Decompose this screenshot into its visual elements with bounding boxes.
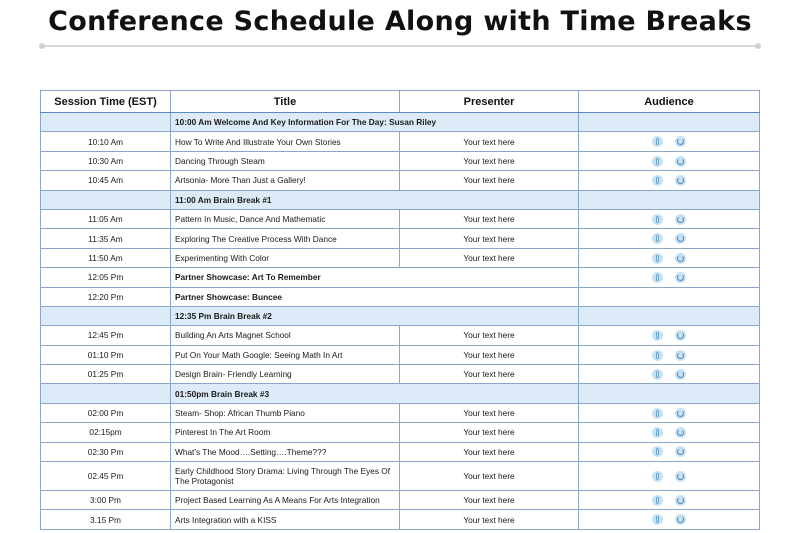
audience-cell [579,491,760,510]
table-row [41,403,760,422]
audience-cell [579,384,760,403]
audience-cell [579,326,760,345]
session-title-cell: Partner Showcase: Art To Remember [171,268,579,287]
table-row [41,268,760,287]
schedule-table [40,90,760,530]
session-time-cell [41,306,171,325]
table-row [41,365,760,384]
presenter-cell: Your text here [400,229,579,248]
paintbrush-icon [652,369,663,380]
palette-icon [675,253,686,264]
paintbrush-icon [652,514,663,525]
presenter-cell: Your text here [400,491,579,510]
session-time-cell: 11:35 Am [41,229,171,248]
session-title-cell: Early Childhood Story Drama: Living Through The Eyes Of The Protagonist [171,462,400,491]
presenter-cell: Your text here [400,132,579,151]
palette-icon [675,350,686,361]
session-time-cell: 10:30 Am [41,151,171,170]
audience-cell [579,248,760,267]
palette-icon [675,214,686,225]
table-row [41,462,760,491]
palette-icon [675,136,686,147]
presenter-cell: Your text here [400,326,579,345]
presenter-cell: Your text here [400,442,579,461]
session-title-cell: 10:00 Am Welcome And Key Information For The Day: Susan Riley [171,113,579,132]
session-time-cell: 01:25 Pm [41,365,171,384]
paintbrush-icon [652,156,663,167]
audience-cell [579,462,760,491]
session-title-cell: Dancing Through Steam [171,151,400,170]
audience-cell [579,365,760,384]
session-time-cell: 11:05 Am [41,209,171,228]
session-title-cell: 01:50pm Brain Break #3 [171,384,579,403]
palette-icon [675,446,686,457]
audience-cell [579,268,760,287]
session-title-cell: How To Write And Illustrate Your Own Stories [171,132,400,151]
paintbrush-icon [652,495,663,506]
session-title-cell: Pattern In Music, Dance And Mathematic [171,209,400,228]
presenter-cell: Your text here [400,151,579,170]
table-row [41,209,760,228]
table-row [41,229,760,248]
session-time-cell [41,190,171,209]
paintbrush-icon [652,253,663,264]
page-title: Conference Schedule Along with Time Breaks [48,6,752,37]
table-row [41,326,760,345]
palette-icon [675,272,686,283]
paintbrush-icon [652,427,663,438]
session-time-cell: 02.45 Pm [41,462,171,491]
audience-cell [579,132,760,151]
session-title-cell: Arts Integration with a KISS [171,510,400,529]
header-row [41,91,760,113]
audience-cell [579,442,760,461]
table-row [41,442,760,461]
table-row [41,491,760,510]
paintbrush-icon [652,233,663,244]
break-row [41,306,760,325]
paintbrush-icon [652,446,663,457]
presenter-cell: Your text here [400,345,579,364]
audience-cell [579,510,760,529]
session-time-cell: 3.15 Pm [41,510,171,529]
paintbrush-icon [652,350,663,361]
presenter-cell: Your text here [400,510,579,529]
presenter-cell: Your text here [400,209,579,228]
session-title-cell: 11:00 Am Brain Break #1 [171,190,579,209]
audience-cell [579,209,760,228]
audience-cell [579,403,760,422]
palette-icon [675,495,686,506]
table-row [41,345,760,364]
paintbrush-icon [652,408,663,419]
audience-cell [579,151,760,170]
session-title-cell: Building An Arts Magnet School [171,326,400,345]
presenter-cell: Your text here [400,248,579,267]
session-title-cell: Exploring The Creative Process With Dance [171,229,400,248]
session-time-cell [41,113,171,132]
session-time-cell: 12:05 Pm [41,268,171,287]
break-row [41,190,760,209]
break-row [41,384,760,403]
table-row [41,287,760,306]
session-title-cell: Steam- Shop: African Thumb Piano [171,403,400,422]
audience-cell [579,171,760,190]
session-time-cell: 10:45 Am [41,171,171,190]
schedule-body [41,113,760,530]
palette-icon [675,233,686,244]
palette-icon [675,369,686,380]
presenter-cell: Your text here [400,171,579,190]
session-time-cell: 3:00 Pm [41,491,171,510]
presenter-cell: Your text here [400,423,579,442]
table-row [41,132,760,151]
session-title-cell: Partner Showcase: Buncee [171,287,579,306]
session-title-cell: Pinterest In The Art Room [171,423,400,442]
session-time-cell: 02:30 Pm [41,442,171,461]
session-time-cell: 12:45 Pm [41,326,171,345]
break-row [41,113,760,132]
session-title-cell: Experimenting With Color [171,248,400,267]
palette-icon [675,175,686,186]
paintbrush-icon [652,175,663,186]
table-row [41,171,760,190]
table-row [41,248,760,267]
session-time-cell: 11:50 Am [41,248,171,267]
session-time-cell: 02:00 Pm [41,403,171,422]
paintbrush-icon [652,136,663,147]
presenter-cell: Your text here [400,403,579,422]
palette-icon [675,408,686,419]
palette-icon [675,156,686,167]
session-title-cell: Artsonia- More Than Just a Gallery! [171,171,400,190]
session-title-cell: Design Brain- Friendly Learning [171,365,400,384]
table-row [41,510,760,529]
palette-icon [675,514,686,525]
presenter-cell: Your text here [400,462,579,491]
session-title-cell: Put On Your Math Google: Seeing Math In Art [171,345,400,364]
paintbrush-icon [652,471,663,482]
palette-icon [675,330,686,341]
paintbrush-icon [652,272,663,283]
audience-cell [579,229,760,248]
audience-cell [579,306,760,325]
session-title-cell: What's The Mood….Setting….Theme??? [171,442,400,461]
audience-cell [579,345,760,364]
header-session-time: Session Time (EST) [41,91,171,113]
session-time-cell [41,384,171,403]
session-title-cell: 12:35 Pm Brain Break #2 [171,306,579,325]
audience-cell [579,423,760,442]
session-title-cell: Project Based Learning As A Means For Arts Integration [171,491,400,510]
presenter-cell: Your text here [400,365,579,384]
session-time-cell: 12:20 Pm [41,287,171,306]
audience-cell [579,113,760,132]
audience-cell [579,287,760,306]
title-divider [42,45,758,47]
header-presenter: Presenter [400,91,579,113]
session-time-cell: 01:10 Pm [41,345,171,364]
session-time-cell: 10:10 Am [41,132,171,151]
paintbrush-icon [652,330,663,341]
table-row [41,151,760,170]
header-title: Title [171,91,400,113]
audience-cell [579,190,760,209]
table-row [41,423,760,442]
session-time-cell: 02:15pm [41,423,171,442]
header-audience: Audience [579,91,760,113]
paintbrush-icon [652,214,663,225]
palette-icon [675,471,686,482]
palette-icon [675,427,686,438]
